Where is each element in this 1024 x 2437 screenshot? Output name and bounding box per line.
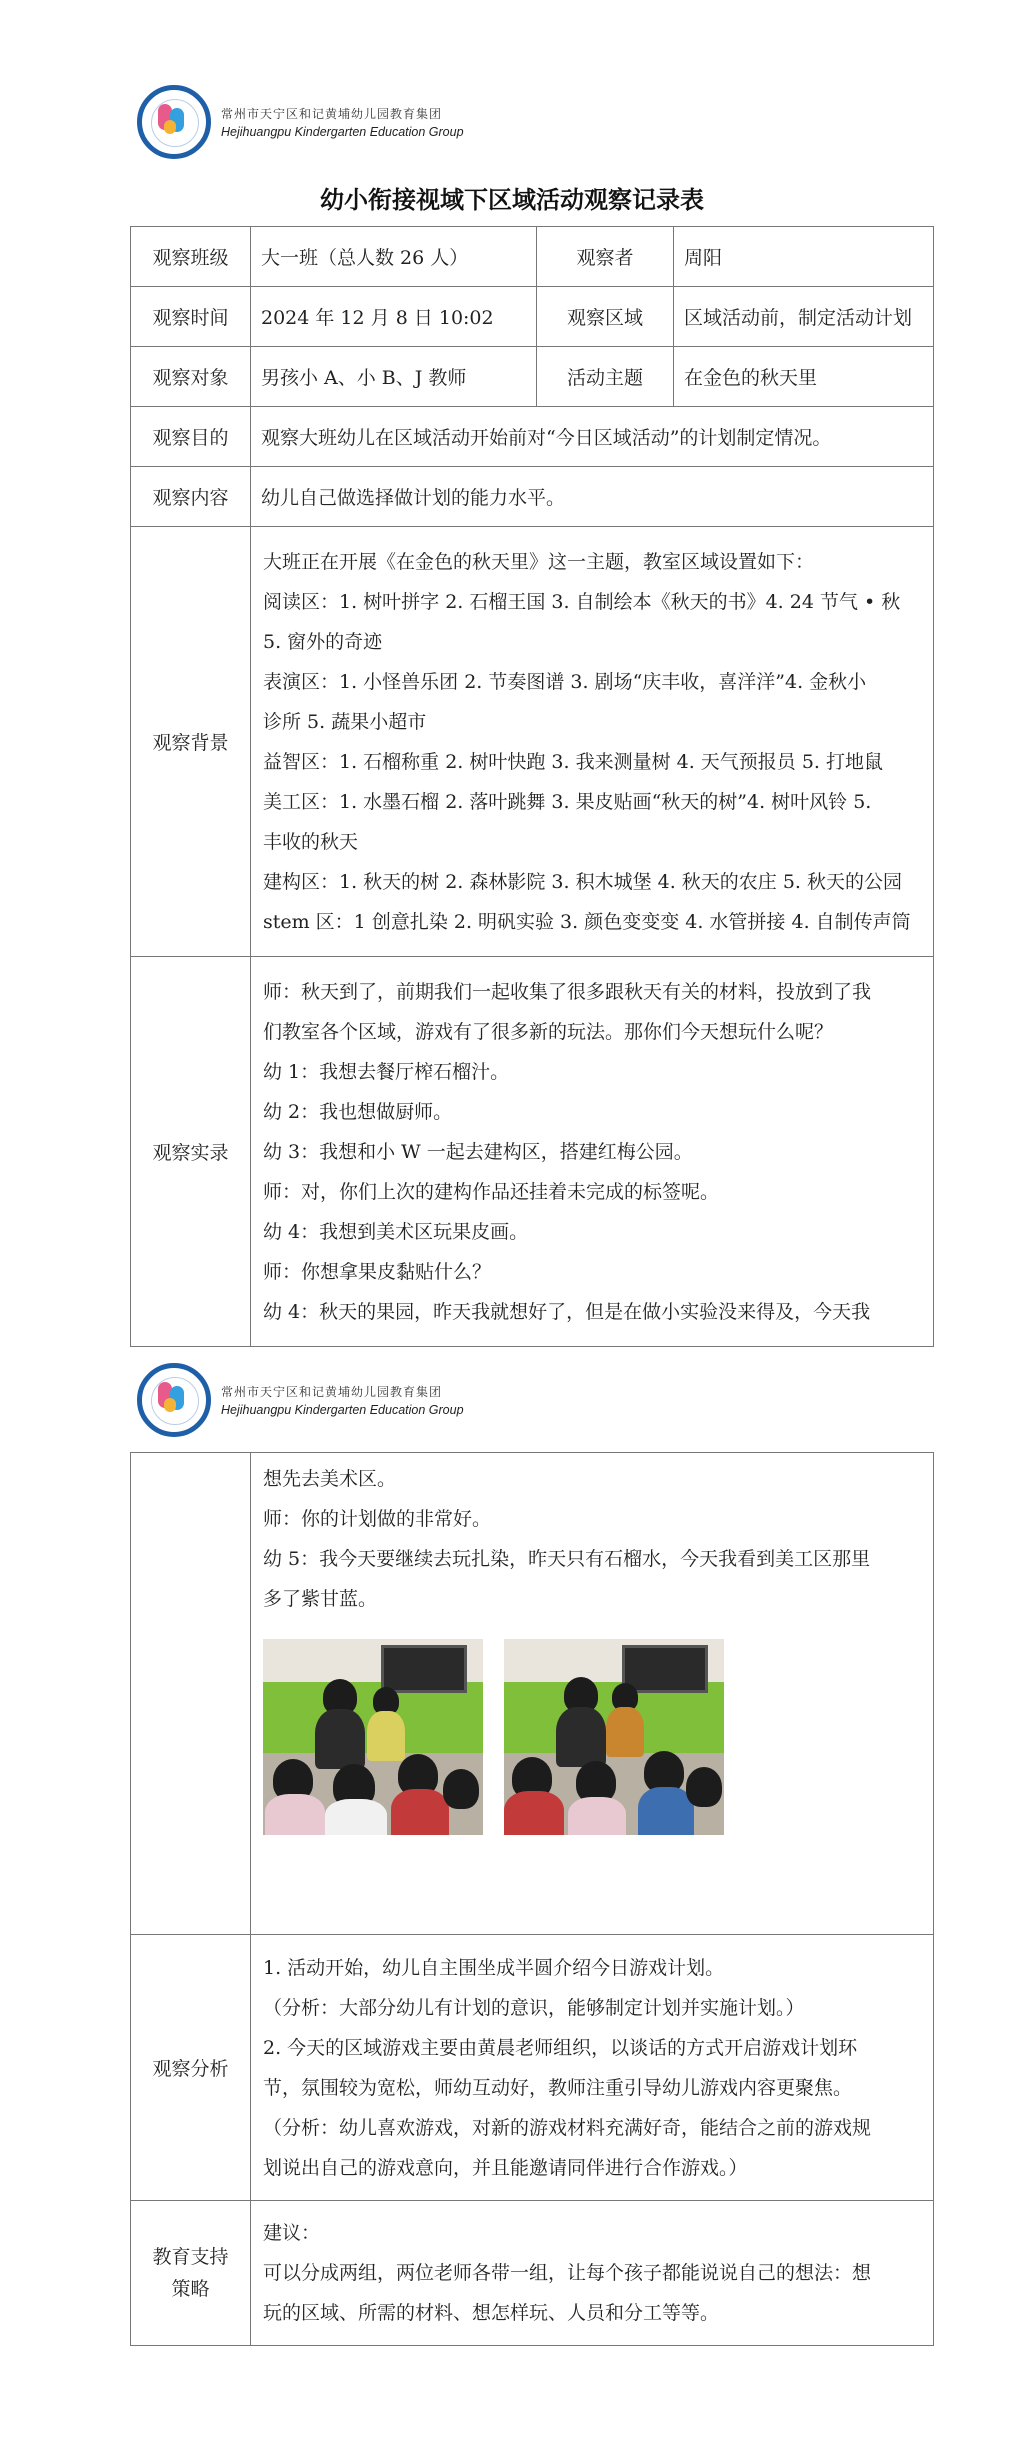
observation-table-continued — [130, 1452, 934, 2346]
org-name-en: Hejihuangpu Kindergarten Education Group — [221, 1403, 464, 1417]
background-line: 5. 窗外的奇迹 — [263, 630, 383, 653]
analysis-line: 2. 今天的区域游戏主要由黄晨老师组织，以谈话的方式开启游戏计划环 — [263, 2036, 858, 2059]
background-line: 益智区：1. 石榴称重 2. 树叶快跑 3. 我来测量树 4. 天气预报员 5. 打地鼠 — [263, 750, 883, 773]
target-value: 男孩小 A、小 B、J 教师 — [251, 347, 537, 407]
record-line: 幼 1：我想去餐厅榨石榴汁。 — [263, 1060, 510, 1083]
analysis-text — [251, 1935, 934, 2201]
analysis-line: （分析：大部分幼儿有计划的意识，能够制定计划并实施计划。） — [263, 1996, 805, 2019]
background-line: 建构区：1. 秋天的树 2. 森林影院 3. 积木城堡 4. 秋天的农庄 5. 秋天的公园 — [263, 870, 902, 893]
record-text — [251, 957, 934, 1347]
record-line: 师：对，你们上次的建构作品还挂着未完成的标签呢。 — [263, 1180, 720, 1203]
background-line: 美工区：1. 水墨石榴 2. 落叶跳舞 3. 果皮贴画“秋天的树”4. 树叶风铃 5. — [263, 790, 872, 813]
observation-table — [130, 226, 934, 1347]
kindergarten-logo-icon — [137, 1363, 211, 1437]
background-text — [251, 527, 934, 957]
record-continued-label-cell — [131, 1453, 251, 1935]
record-line: 幼 2：我也想做厨师。 — [263, 1100, 453, 1123]
observer-value: 周阳 — [674, 227, 934, 287]
photo-group — [263, 1639, 923, 1839]
analysis-line: 1. 活动开始，幼儿自主围坐成半圆介绍今日游戏计划。 — [263, 1956, 725, 1979]
area-value: 区域活动前，制定活动计划 — [674, 287, 934, 347]
purpose-value: 观察大班幼儿在区域活动开始前对“今日区域活动”的计划制定情况。 — [251, 407, 934, 467]
page-header — [137, 1360, 464, 1440]
page-2 — [0, 1350, 1024, 2437]
background-line: 诊所 5. 蔬果小超市 — [263, 710, 427, 733]
class-value: 大一班（总人数 26 人） — [251, 227, 537, 287]
classroom-photo-1 — [263, 1639, 483, 1835]
analysis-line: 划说出自己的游戏意向，并且能邀请同伴进行合作游戏。） — [263, 2156, 748, 2179]
org-name-cn: 常州市天宁区和记黄埔幼儿园教育集团 — [221, 107, 443, 121]
area-label: 观察区域 — [537, 287, 674, 347]
strategy-line: 建议： — [263, 2222, 321, 2244]
strategy-label — [131, 2201, 251, 2346]
background-label: 观察背景 — [131, 527, 251, 957]
record-continued-text — [251, 1453, 934, 1935]
org-name-cn: 常州市天宁区和记黄埔幼儿园教育集团 — [221, 1385, 443, 1399]
strategy-text — [251, 2201, 934, 2346]
record-line: 幼 5：我今天要继续去玩扎染，昨天只有石榴水，今天我看到美工区那里 — [263, 1548, 871, 1570]
record-line: 幼 4：我想到美术区玩果皮画。 — [263, 1220, 529, 1243]
background-line: 大班正在开展《在金色的秋天里》这一主题，教室区域设置如下： — [263, 550, 815, 573]
time-label: 观察时间 — [131, 287, 251, 347]
page-header — [137, 82, 464, 162]
theme-value: 在金色的秋天里 — [674, 347, 934, 407]
record-line: 师：你想拿果皮黏贴什么？ — [263, 1260, 492, 1283]
document-title: 幼小衔接视域下区域活动观察记录表 — [320, 186, 704, 214]
strategy-label-line: 策略 — [171, 2278, 210, 2300]
analysis-label: 观察分析 — [131, 1935, 251, 2201]
record-line: 师：秋天到了，前期我们一起收集了很多跟秋天有关的材料，投放到了我 — [263, 980, 872, 1003]
kindergarten-logo-icon — [137, 85, 211, 159]
record-line: 多了紫甘蓝。 — [263, 1588, 378, 1610]
content-label: 观察内容 — [131, 467, 251, 527]
time-value: 2024 年 12 月 8 日 10:02 — [251, 287, 537, 347]
record-line: 幼 4：秋天的果园，昨天我就想好了，但是在做小实验没来得及，今天我 — [263, 1300, 871, 1323]
classroom-photo-2 — [504, 1639, 724, 1835]
background-line: 阅读区：1. 树叶拼字 2. 石榴王国 3. 自制绘本《秋天的书》4. 24 节气 • 秋 — [263, 590, 901, 613]
class-label: 观察班级 — [131, 227, 251, 287]
content-value: 幼儿自己做选择做计划的能力水平。 — [251, 467, 934, 527]
strategy-line: 可以分成两组，两位老师各带一组，让每个孩子都能说说自己的想法：想 — [263, 2262, 872, 2284]
purpose-label: 观察目的 — [131, 407, 251, 467]
background-line: stem 区：1 创意扎染 2. 明矾实验 3. 颜色变变变 4. 水管拼接 4. 自制传声筒 — [263, 910, 911, 933]
record-line: 幼 3：我想和小 W 一起去建构区，搭建红梅公园。 — [263, 1140, 693, 1163]
record-line: 师：你的计划做的非常好。 — [263, 1508, 492, 1530]
observer-label: 观察者 — [537, 227, 674, 287]
theme-label: 活动主题 — [537, 347, 674, 407]
record-line: 们教室各个区域，游戏有了很多新的玩法。那你们今天想玩什么呢？ — [263, 1020, 834, 1043]
record-line: 想先去美术区。 — [263, 1468, 397, 1490]
background-line: 表演区：1. 小怪兽乐团 2. 节奏图谱 3. 剧场“庆丰收，喜洋洋”4. 金秋小 — [263, 670, 867, 693]
background-line: 丰收的秋天 — [263, 830, 359, 853]
strategy-label-line: 教育支持 — [152, 2246, 229, 2268]
org-name-en: Hejihuangpu Kindergarten Education Group — [221, 125, 464, 139]
analysis-line: 节，氛围较为宽松，师幼互动好，教师注重引导幼儿游戏内容更聚焦。 — [263, 2076, 853, 2099]
analysis-line: （分析：幼儿喜欢游戏，对新的游戏材料充满好奇，能结合之前的游戏规 — [263, 2116, 872, 2139]
record-label: 观察实录 — [131, 957, 251, 1347]
target-label: 观察对象 — [131, 347, 251, 407]
strategy-line: 玩的区域、所需的材料、想怎样玩、人员和分工等等。 — [263, 2302, 720, 2324]
